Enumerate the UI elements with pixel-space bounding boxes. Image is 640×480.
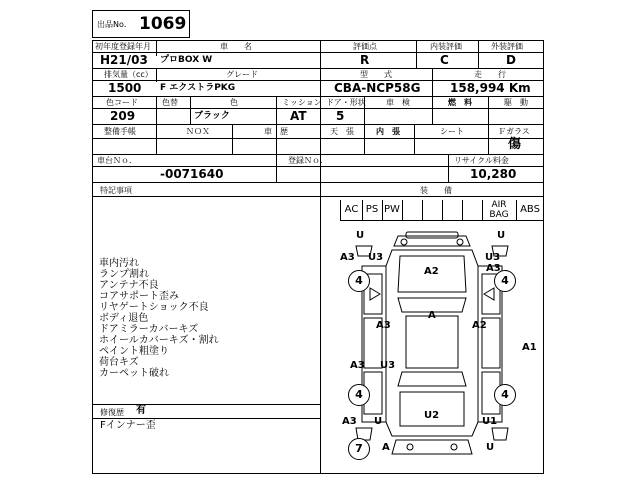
color-change-label: 色替 bbox=[162, 98, 178, 107]
damage-mark: A3 bbox=[376, 320, 391, 331]
equipment-label: 装 備 bbox=[420, 186, 452, 195]
color-label: 色 bbox=[230, 98, 238, 107]
front-glass: 傷 bbox=[508, 137, 522, 152]
grade: F エクストラPKG bbox=[160, 83, 236, 93]
note-item: リヤゲートショック不良 bbox=[99, 302, 209, 313]
spare-tire: 7 bbox=[348, 438, 370, 460]
year-reg-label: 初年度登録年月 bbox=[95, 42, 151, 51]
repair-history-value: 有 bbox=[136, 405, 146, 416]
chassis-number: -0071640 bbox=[160, 167, 224, 181]
wheel-rear-left: 4 bbox=[348, 384, 370, 406]
damage-mark: A3 bbox=[342, 416, 357, 427]
front-glass-label: Ｆガラス bbox=[498, 127, 530, 136]
car-name: プロBOX W bbox=[160, 55, 213, 65]
equipment-abs: ABS bbox=[520, 204, 540, 215]
model-label: 型 式 bbox=[360, 70, 392, 79]
recycle-fee: 10,280 bbox=[470, 167, 517, 181]
note-item: 車内汚れ bbox=[99, 258, 139, 269]
seat-label: シート bbox=[440, 127, 464, 136]
damage-mark: U1 bbox=[482, 416, 498, 427]
color-code-label: 色コード bbox=[106, 98, 138, 107]
transmission: AT bbox=[290, 109, 307, 123]
fuel-label: 燃 料 bbox=[448, 98, 472, 107]
color-code: 209 bbox=[110, 109, 136, 123]
sunroof-label: 天 張 bbox=[330, 127, 354, 136]
damage-mark: A3 bbox=[486, 263, 501, 274]
damage-mark: A bbox=[428, 310, 436, 321]
note-item: ペイント粗塗り bbox=[99, 346, 169, 357]
car-name-label: 車 名 bbox=[220, 42, 252, 51]
recycle-label: リサイクル料金 bbox=[454, 156, 509, 165]
interior-score: C bbox=[440, 53, 449, 67]
damage-mark: A bbox=[382, 442, 390, 453]
year-reg: H21/03 bbox=[100, 53, 148, 67]
grade-label: グレード bbox=[226, 70, 258, 79]
equipment-pw: PW bbox=[384, 204, 400, 215]
note-item: ボディ退色 bbox=[99, 313, 149, 324]
damage-mark: U bbox=[356, 230, 365, 241]
note-item: カーペット破れ bbox=[99, 368, 169, 379]
maintenance-book-label: 整備手帳 bbox=[104, 127, 136, 136]
repair-detail: Fインナー歪 bbox=[100, 420, 156, 431]
displacement-label: 排気量（cc） bbox=[104, 70, 153, 79]
history-label: 車 歴 bbox=[264, 127, 288, 136]
damage-mark: U3 bbox=[380, 360, 396, 371]
damage-mark: U2 bbox=[424, 410, 440, 421]
mileage: 158,994 Km bbox=[450, 81, 531, 95]
damage-mark: U bbox=[374, 416, 383, 427]
wheel-front-right: 4 bbox=[494, 270, 516, 292]
score-label: 評価点 bbox=[353, 42, 377, 51]
score: R bbox=[360, 53, 370, 67]
interior-trim-label: 内 張 bbox=[376, 127, 400, 136]
chassis-label: 車台Ｎｏ． bbox=[97, 156, 137, 165]
doors-label: ドア・形状 bbox=[326, 98, 366, 107]
exterior-score-label: 外装評価 bbox=[491, 42, 523, 51]
doors: 5 bbox=[336, 109, 345, 123]
notes-label: 特記事項 bbox=[100, 186, 132, 195]
equipment-ps: PS bbox=[365, 204, 379, 215]
note-item: 荷台キズ bbox=[99, 357, 139, 368]
lot-number-label: 出品No． bbox=[97, 20, 132, 29]
wheel-rear-right: 4 bbox=[494, 384, 516, 406]
damage-mark: U3 bbox=[485, 252, 501, 263]
reg-no-label: 登録Ｎｏ． bbox=[288, 156, 328, 165]
damage-mark: U bbox=[486, 442, 495, 453]
displacement: 1500 bbox=[108, 81, 142, 95]
wheel-front-left: 4 bbox=[348, 270, 370, 292]
drive-label: 駆 動 bbox=[504, 98, 528, 107]
note-item: ホイールカバーキズ・割れ bbox=[99, 335, 219, 346]
note-item: ドアミラーカバーキズ bbox=[99, 324, 199, 335]
exterior-score: D bbox=[506, 53, 516, 67]
damage-mark: U3 bbox=[368, 252, 384, 263]
mileage-label: 走 行 bbox=[474, 70, 506, 79]
note-item: コアサポート歪み bbox=[99, 291, 179, 302]
equipment-airbag: AIR BAG bbox=[489, 200, 509, 220]
damage-mark: A3 bbox=[340, 252, 355, 263]
note-item: ランプ割れ bbox=[99, 269, 149, 280]
damage-mark: A2 bbox=[472, 320, 487, 331]
damage-mark: A3 bbox=[350, 360, 365, 371]
repair-history-label: 修復歴 bbox=[100, 408, 124, 417]
model: CBA-NCP58G bbox=[334, 81, 421, 95]
lot-number-box bbox=[92, 10, 190, 38]
color: ブラック bbox=[194, 111, 230, 121]
note-item: アンテナ不良 bbox=[99, 280, 159, 291]
interior-score-label: 内装評価 bbox=[430, 42, 462, 51]
damage-mark: A1 bbox=[522, 342, 537, 353]
inspection-label: 車 検 bbox=[386, 98, 410, 107]
lot-number: 1069 bbox=[139, 14, 187, 34]
transmission-label: ミッション bbox=[282, 98, 322, 107]
damage-mark: U bbox=[497, 230, 506, 241]
damage-mark: A2 bbox=[424, 266, 439, 277]
equipment-ac: AC bbox=[344, 204, 359, 215]
nox-label: ＮＯＸ bbox=[186, 127, 210, 136]
